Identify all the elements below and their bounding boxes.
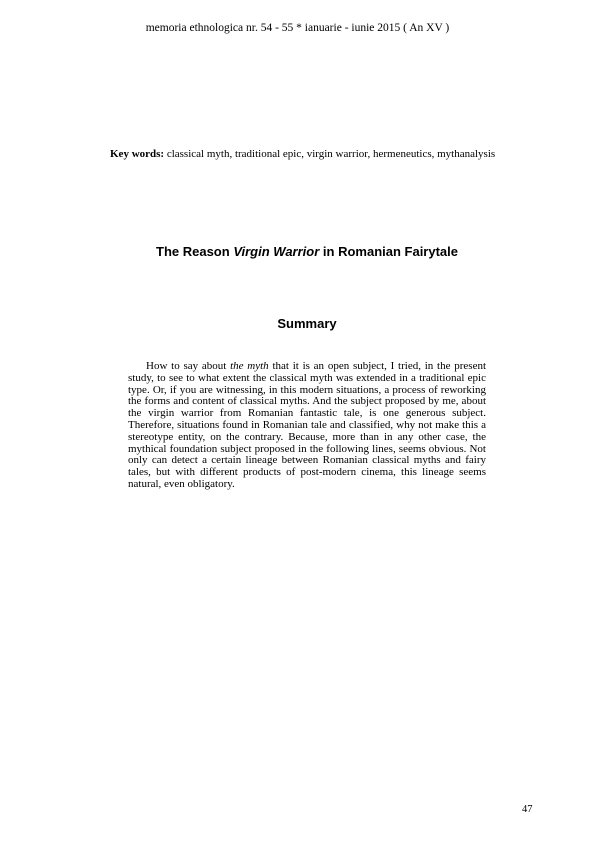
article-title xyxy=(0,244,595,259)
page-number: 47 xyxy=(522,804,533,815)
keywords-label: Key words: xyxy=(110,148,165,160)
article-title-prefix: The Reason xyxy=(156,244,230,259)
article-title-suffix: in Romanian Fairytale xyxy=(322,244,458,259)
article-title-italic: Virgin Warrior xyxy=(233,244,320,259)
keywords-line xyxy=(110,148,530,160)
keywords-text: classical myth, traditional epic, virgin warrior, hermeneutics, mythanalysis xyxy=(166,148,496,160)
summary-heading: Summary xyxy=(277,316,337,331)
abstract-start: How to say about xyxy=(146,360,227,372)
abstract-paragraph xyxy=(128,361,486,491)
running-header: memoria ethnologica nr. 54 - 55 * ianuarie - iunie 2015 ( An XV ) xyxy=(145,22,450,34)
abstract-rest: that it is an open subject, I tried, in the present study, to see to what extent the classical myth was extended in a traditional epic type. Or, if you are witnessing, in this modern situations, a process of reworking the forms and content of classical myths. And the subject proposed by me, about the virgin warrior from Romanian fantastic tale, is one generous subject. Therefore, situations found in Romanian tale and classified, why not make this a stereotype entity, on the contrary. Because, more than in any other case, the mythical foundation subject proposed in the following lines, seems obvious. Not only can detect a certain lineage between Romanian classical myths and fairy tales, but with different products of post-modern cinema, this lineage seems natural, even obligatory. xyxy=(128,360,487,490)
abstract-italic: the myth xyxy=(230,360,269,372)
